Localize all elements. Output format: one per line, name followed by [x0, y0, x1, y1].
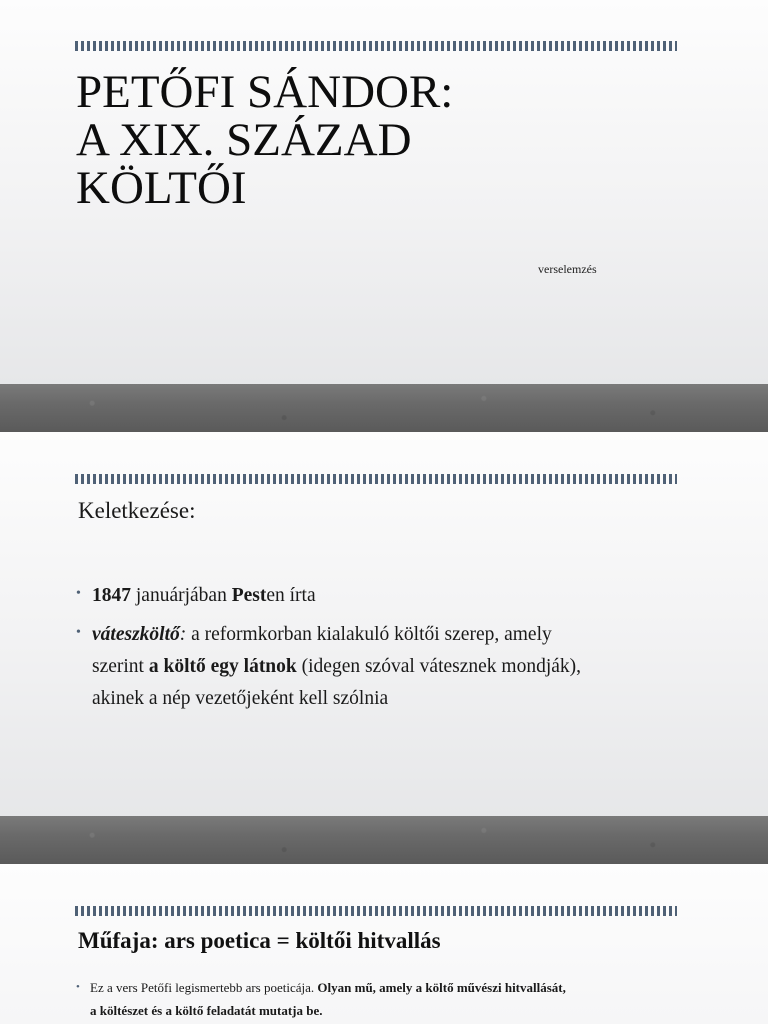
bullet-text: szerint [92, 656, 149, 677]
title-line: KÖLTŐI [76, 162, 247, 214]
bullet-text: Ez a vers Petőfi legismertebb ars poeticája. [90, 980, 318, 995]
slide-title [0, 0, 768, 432]
bullet-text: en írta [266, 585, 316, 606]
slide-mufaja [0, 864, 768, 1024]
title-line: A XIX. SZÁZAD [76, 114, 412, 166]
bullet-icon: • [76, 625, 81, 640]
bullet-text: a reformkorban kialakuló költői szerep, amely [186, 624, 552, 645]
bullet-icon: • [76, 586, 81, 601]
concrete-band [0, 816, 768, 864]
bullet-list [76, 580, 676, 722]
bullet-emphasis: a költő egy látnok [148, 656, 297, 677]
bullet-emphasis: a költészet és a költő feladatát mutatja be. [90, 1003, 323, 1018]
bullet-item [76, 580, 676, 612]
section-heading: Műfaja: ars poetica = költői hitvallás [78, 928, 441, 953]
bullet-item [76, 619, 676, 715]
slide-subtitle: verselemzés [538, 262, 597, 276]
decorative-stripe [75, 474, 677, 484]
bullet-text: (idegen szóval vátesznek mondják), [296, 656, 582, 677]
bullet-text: januárjában [131, 585, 232, 606]
bullet-icon: • [76, 981, 80, 993]
decorative-stripe [75, 41, 677, 51]
bullet-item [76, 976, 696, 1022]
bullet-year: 1847 [92, 585, 131, 606]
bullet-colon: : [179, 624, 187, 645]
bullet-term: váteszköltő [92, 624, 180, 645]
section-heading: Keletkezése: [78, 498, 196, 523]
slide-title-heading [76, 68, 696, 212]
bullet-text: akinek a nép vezetőjeként kell szólnia [92, 688, 389, 709]
bullet-emphasis: Olyan mű, amely a költő művészi hitvallását, [317, 980, 566, 995]
slide-keletkezes [0, 432, 768, 864]
title-line: PETŐFI SÁNDOR: [76, 66, 454, 118]
bullet-list [76, 976, 696, 1022]
decorative-stripe [75, 906, 677, 916]
bullet-place: Pest [231, 585, 267, 606]
concrete-band [0, 384, 768, 432]
